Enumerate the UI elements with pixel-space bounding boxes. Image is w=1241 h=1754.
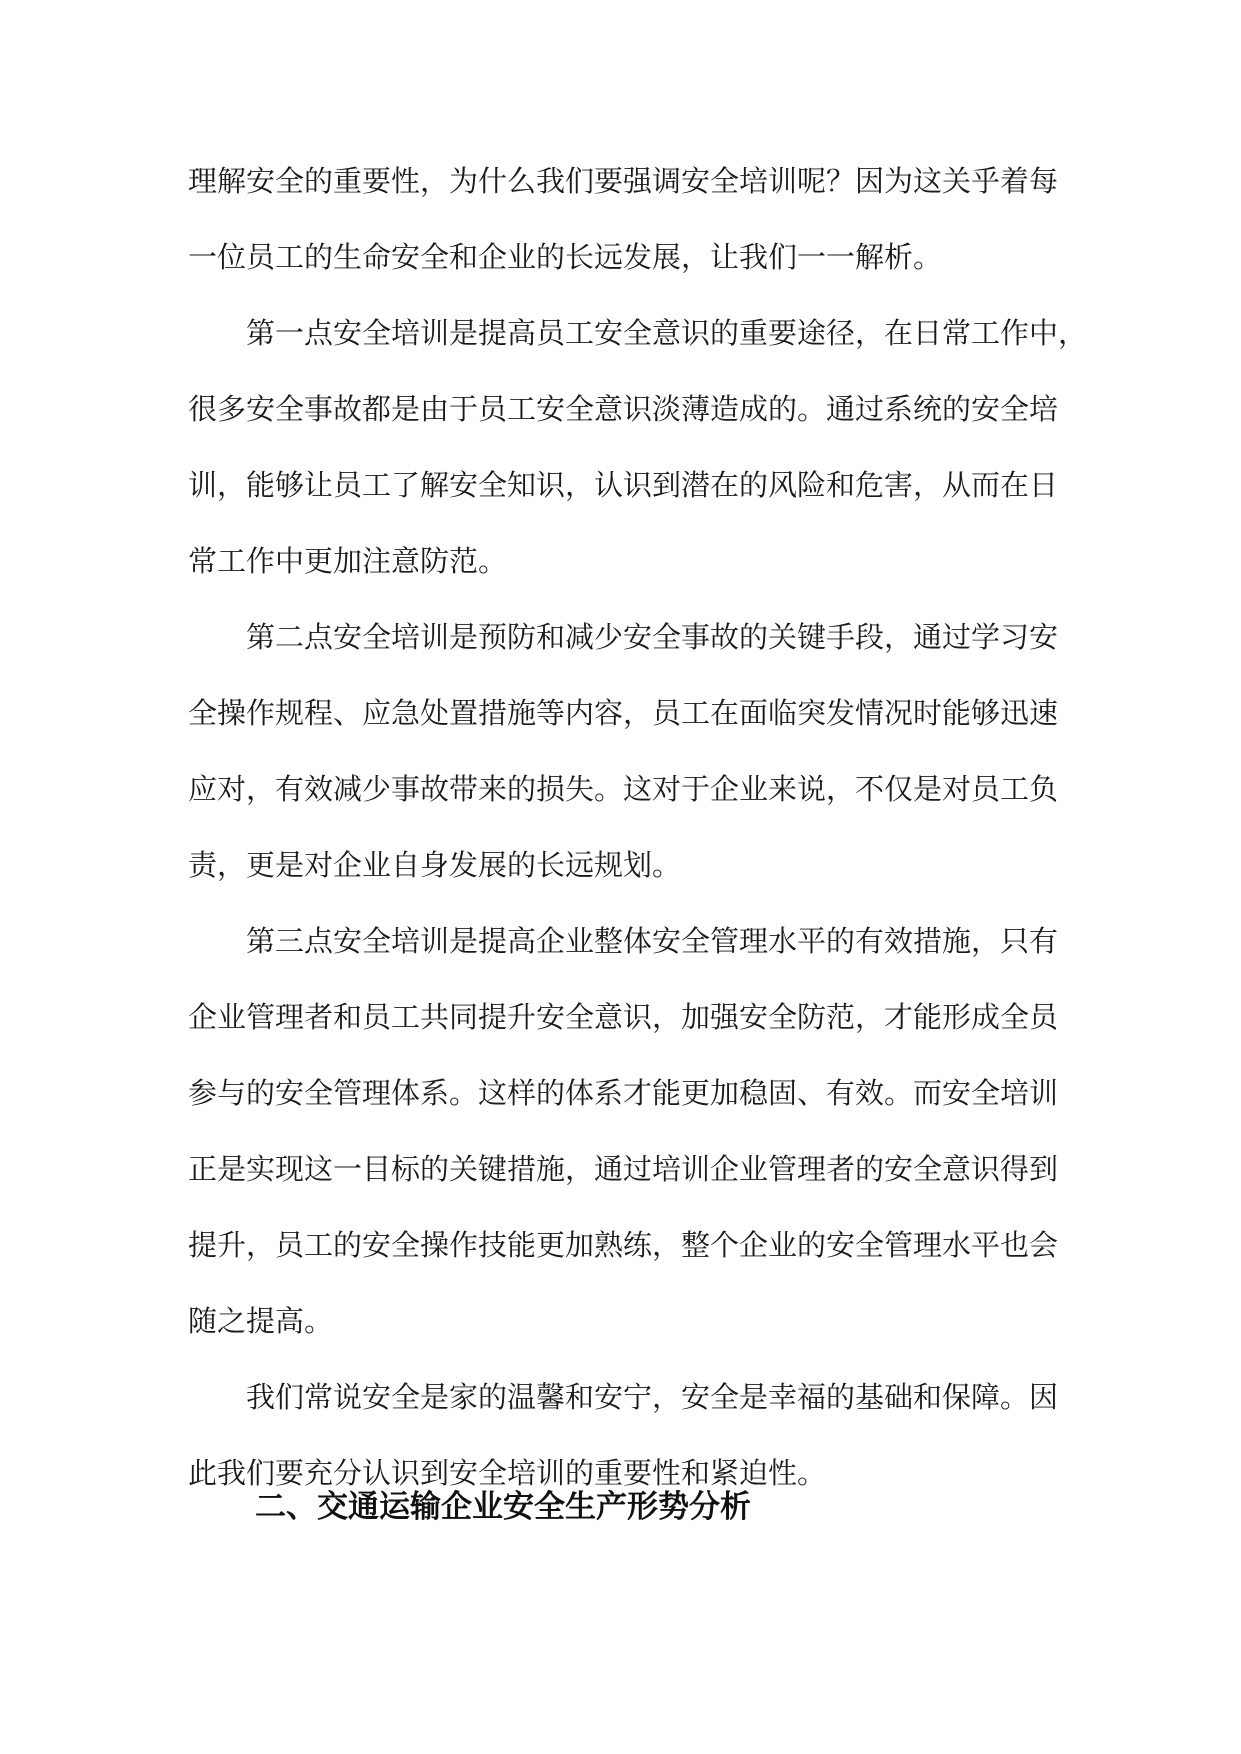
text-line: 第三点安全培训是提高企业整体安全管理水平的有效措施，只有 [246, 924, 1059, 958]
text-line: 应对，有效减少事故带来的损失。这对于企业来说，不仅是对员工负 [188, 772, 1059, 806]
section-heading: 二、交通运输企业安全生产形势分析 [255, 1489, 751, 1525]
text-line: 参与的安全管理体系。这样的体系才能更加稳固、有效。而安全培训 [188, 1076, 1059, 1110]
text-line: 全操作规程、应急处置措施等内容，员工在面临突发情况时能够迅速 [188, 696, 1059, 730]
text-line: 训，能够让员工了解安全知识，认识到潜在的风险和危害，从而在日 [188, 468, 1059, 502]
text-line: 此我们要充分认识到安全培训的重要性和紧迫性。 [188, 1456, 827, 1490]
text-line: 随之提高。 [188, 1304, 334, 1338]
text-line: 常工作中更加注意防范。 [188, 544, 508, 578]
body-text [188, 143, 1088, 1511]
text-line: 第二点安全培训是预防和减少安全事故的关键手段，通过学习安 [246, 620, 1059, 654]
text-line: 责，更是对企业自身发展的长远规划。 [188, 848, 682, 882]
text-line: 很多安全事故都是由于员工安全意识淡薄造成的。通过系统的安全培 [188, 392, 1059, 426]
text-line: 正是实现这一目标的关键措施，通过培训企业管理者的安全意识得到 [188, 1152, 1059, 1186]
text-line: 第一点安全培训是提高员工安全意识的重要途径，在日常工作中， [246, 316, 1088, 350]
text-line: 理解安全的重要性，为什么我们要强调安全培训呢？因为这关乎着每 [188, 164, 1059, 198]
text-line: 一位员工的生命安全和企业的长远发展，让我们一一解析。 [188, 240, 943, 274]
text-line: 提升，员工的安全操作技能更加熟练，整个企业的安全管理水平也会 [188, 1228, 1059, 1262]
text-line: 我们常说安全是家的温馨和安宁，安全是幸福的基础和保障。因 [246, 1380, 1059, 1414]
text-line: 企业管理者和员工共同提升安全意识，加强安全防范，才能形成全员 [188, 1000, 1059, 1034]
